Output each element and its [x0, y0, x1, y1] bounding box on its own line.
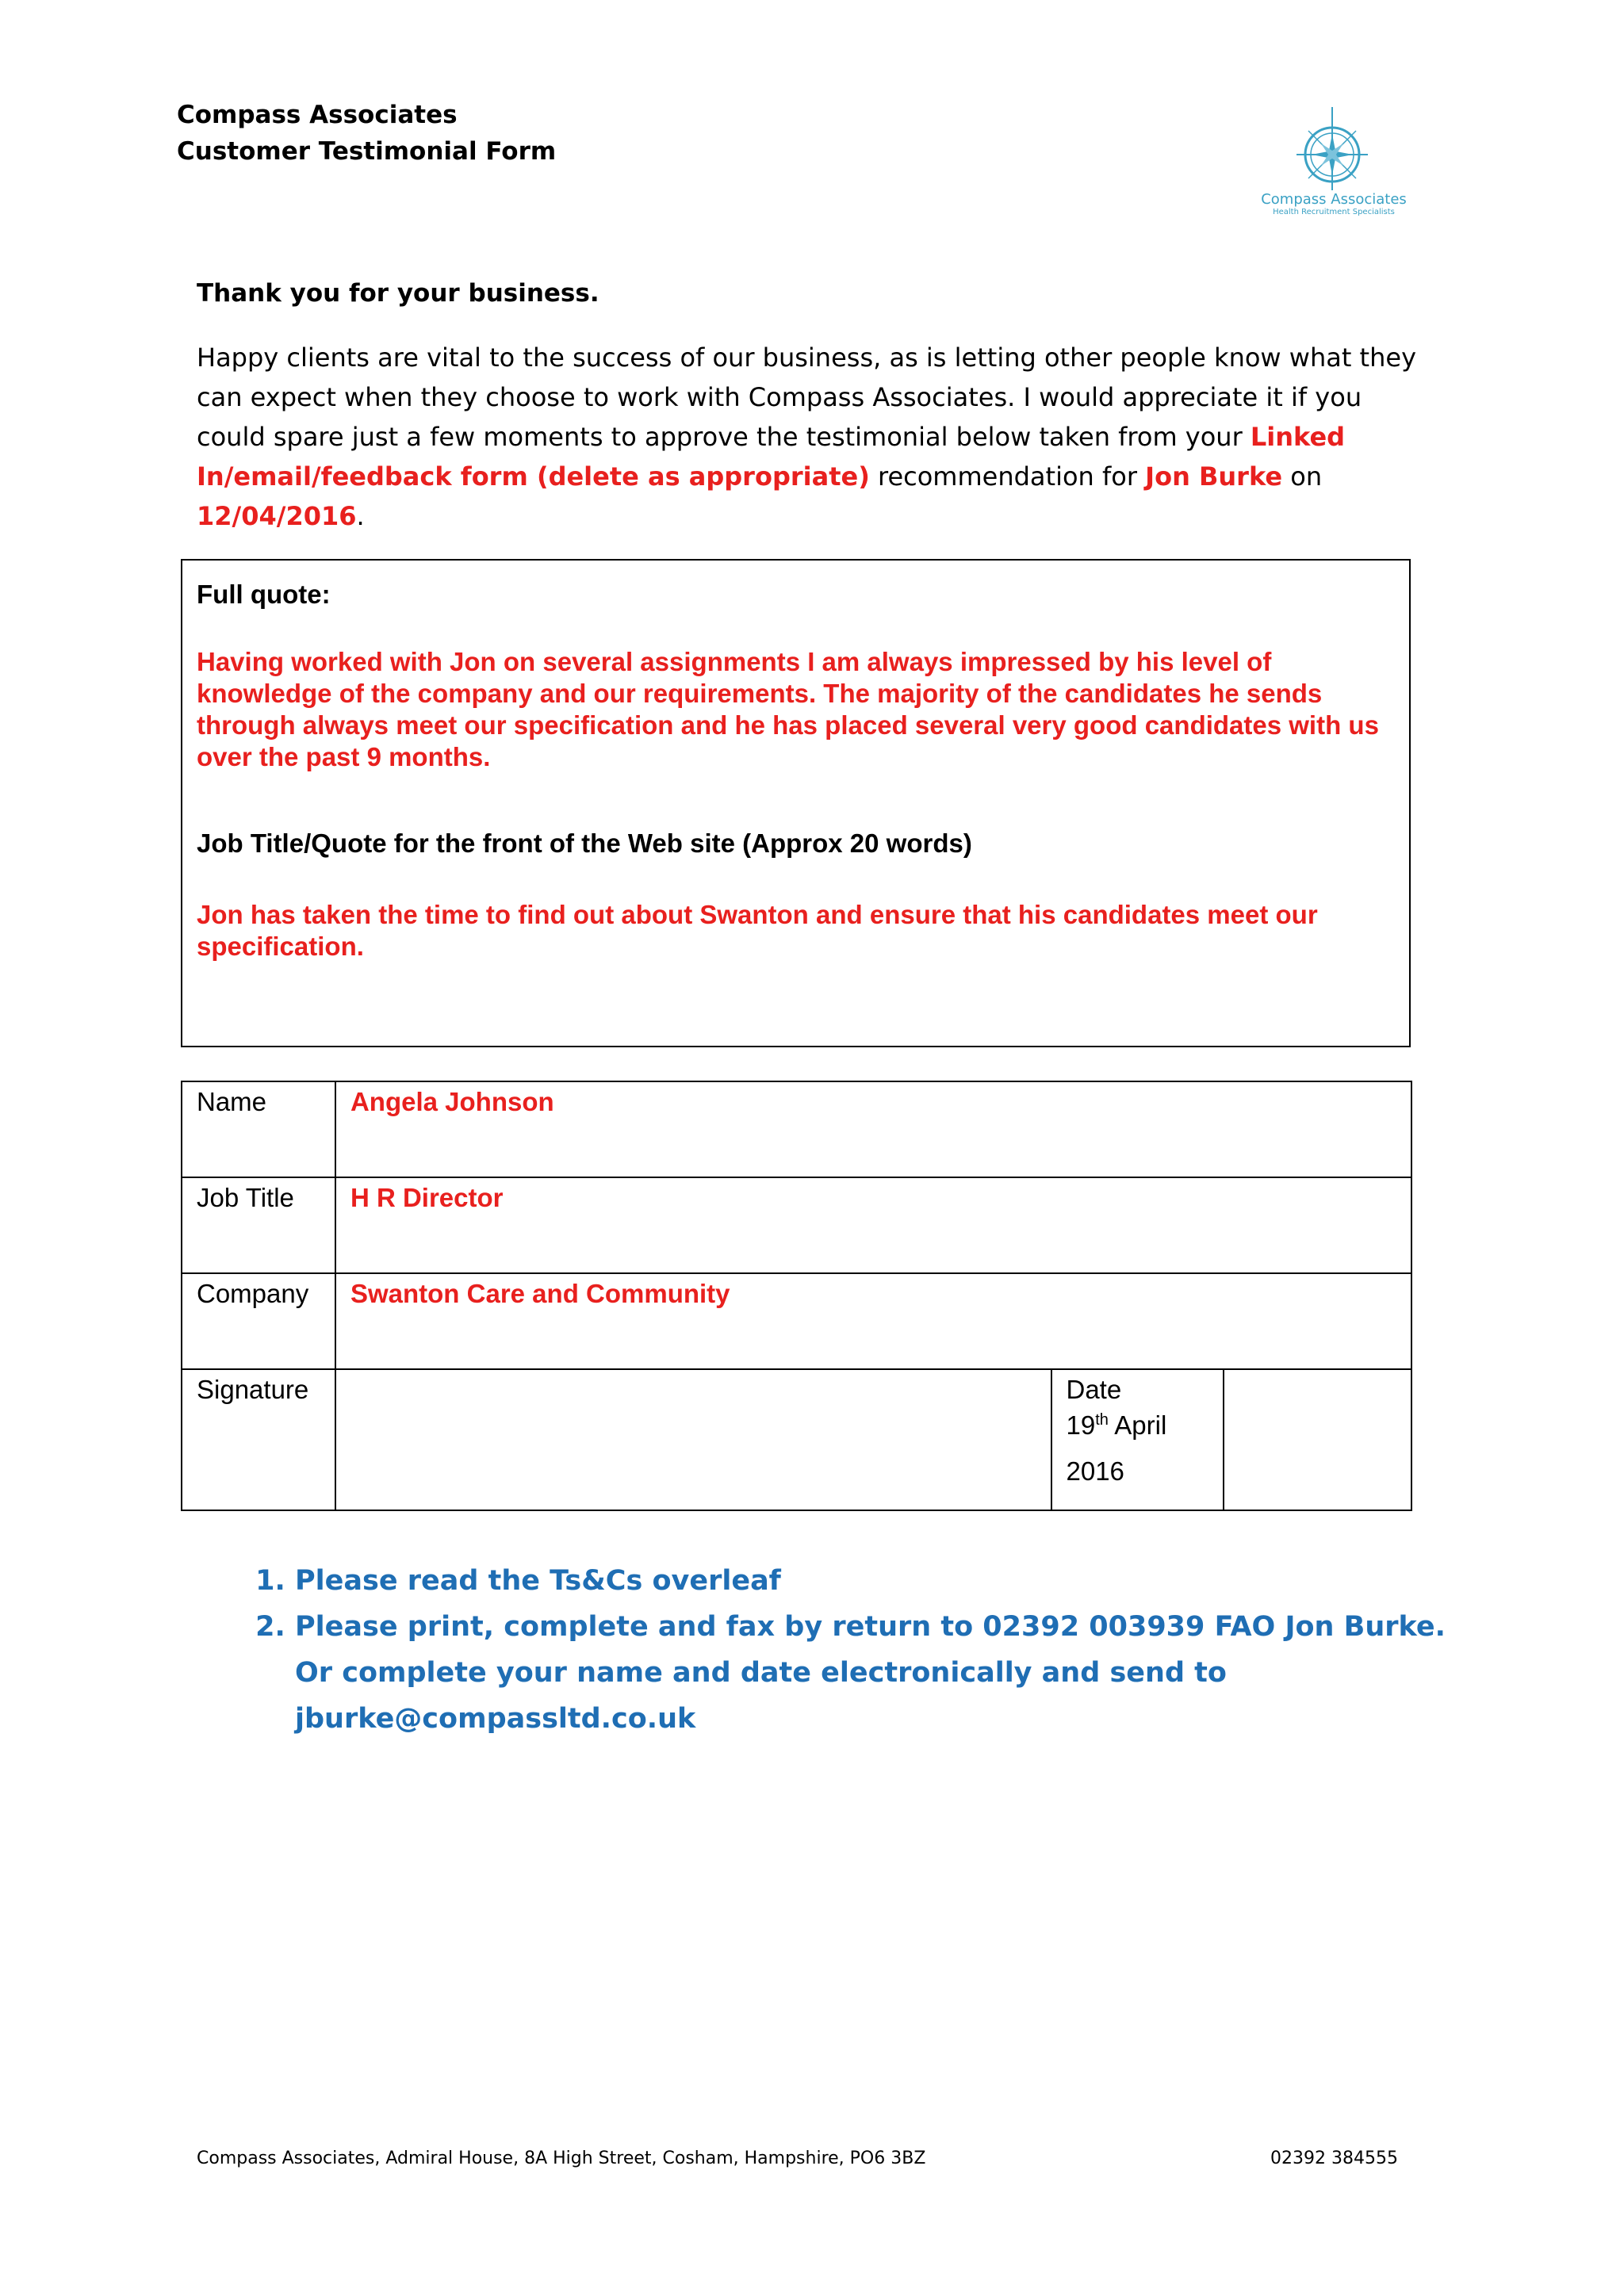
logo-tagline: Health Recruitment Specialists [1273, 208, 1395, 216]
name-label: Name [182, 1081, 335, 1177]
intro-text-1: Happy clients are vital to the success of our business, as is letting other people know what they can expect when they choose to work with Compass Associates. I would appreciate it if you could spare just a few moments to approve the testimonial below taken from your [197, 342, 1416, 452]
name-field[interactable]: Angela Johnson [335, 1081, 1411, 1177]
logo-name: Compass Associates [1261, 191, 1407, 208]
date-cell [1051, 1369, 1224, 1510]
date-year: 2016 [1066, 1456, 1124, 1486]
footer-address: Compass Associates, Admiral House, 8A High Street, Cosham, Hampshire, PO6 3BZ [197, 2149, 926, 2168]
short-quote-text[interactable]: Jon has taken the time to find out about Swanton and ensure that his candidates meet our specification. [197, 900, 1318, 961]
form-title: Customer Testimonial Form [177, 137, 557, 166]
document-header [177, 97, 556, 170]
short-quote-label: Job Title/Quote for the front of the Web site (Approx 20 words) [197, 828, 972, 858]
signature-label: Signature [182, 1369, 335, 1510]
intro-paragraph [197, 338, 1434, 536]
intro-text-3: on [1282, 461, 1323, 492]
intro-text-2: recommendation for [869, 461, 1146, 492]
date-value [1067, 1397, 1209, 1494]
instruction-item: 2. Please print, complete and fax by return to 02392 003939 FAO Jon Burke. Or complete your name and date electronically and send to jburke@compassltd.co.uk [295, 1604, 1484, 1742]
page-footer [197, 2149, 1398, 2168]
date-month: April [1108, 1410, 1167, 1440]
company-field[interactable]: Swanton Care and Community [335, 1273, 1411, 1369]
name-row [182, 1081, 1411, 1177]
job-title-row [182, 1177, 1411, 1273]
company-row [182, 1273, 1411, 1369]
company-name: Compass Associates [177, 101, 458, 129]
full-quote-text[interactable]: Having worked with Jon on several assignments I am always impressed by his level of knowledge of the company and our requirements. The majority of the candidates he sends through always meet our specification and he has placed several very good candidates with us over the past 9 months. [197, 647, 1379, 771]
instructions-list [238, 1558, 1484, 1742]
quote-box [181, 559, 1411, 1047]
intro-person: Jon Burke [1145, 461, 1283, 492]
full-quote-label: Full quote: [197, 580, 331, 609]
date-day: 19 [1066, 1410, 1096, 1440]
date-suffix: th [1095, 1411, 1109, 1429]
job-title-field[interactable]: H R Director [335, 1177, 1411, 1273]
instruction-item: 1. Please read the Ts&Cs overleaf [295, 1558, 1484, 1604]
signature-row [182, 1369, 1411, 1510]
date-field[interactable] [1224, 1369, 1411, 1510]
intro-date: 12/04/2016 [197, 501, 357, 531]
details-table [181, 1081, 1412, 1511]
job-title-label: Job Title [182, 1177, 335, 1273]
signature-field[interactable] [335, 1369, 1051, 1510]
date-label: Date [1066, 1375, 1122, 1404]
intro-source: Linked In/email/feedback form (delete as appropriate) [197, 422, 1346, 492]
intro-text-4: . [356, 501, 365, 531]
thanks-heading: Thank you for your business. [197, 279, 599, 308]
footer-phone: 02392 384555 [1270, 2149, 1398, 2168]
company-label: Company [182, 1273, 335, 1369]
